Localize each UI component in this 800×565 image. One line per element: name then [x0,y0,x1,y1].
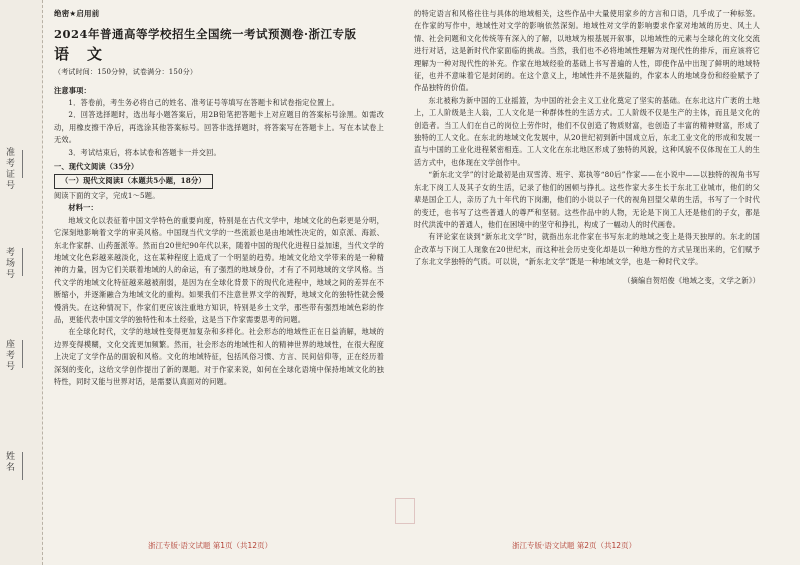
seam-label-name: 姓名 [6,452,16,473]
subsection-heading: （一）现代文阅读Ⅰ（本题共5小题，18分） [54,174,213,188]
notice-item: 2．回答选择题时，选出每小题答案后，用2B铅笔把答题卡上对应题目的答案标号涂黑。如需改动，用橡皮擦干净后，再选涂其他答案标号。回答非选择题时，将答案写在答题卡上。写在本试卷上无效。 [54,110,384,145]
subject-title: 语文 [54,44,121,63]
footer-page-1: 浙江专版·语文试题 第1页（共12页） [148,541,273,550]
right-column [414,8,760,287]
seam-blank-line [22,452,23,480]
body-paragraph: 东北被称为新中国的工业摇篮，为中国的社会主义工业化奠定了坚实的基础。在东北这片广袤的土地上，工人阶级是主人翁，工人文化是一种群体性的生活方式。工人阶级不仅是生产的主体，而且是文化的创造者。当工人们在自己的岗位上劳作时，他们不仅创造了物质财富，也创造了丰富的精神财富，形成了独特的工人文化。在东北的地域文化发展中，从20世纪初到新中国成立后，东北工业文化的形成和发展一直与中国的工业化进程紧密相连。工人文化在东北地区形成了独特的风貌，这种风貌不仅体现在工人的生活方式中，也体现在文学创作中。 [414,95,760,167]
body-paragraph: 地域文化以表征着中国文学特色的重要向度，特别是在古代文学中，地域文化的色彩更是分明，它深刻地影响着文学的审美风格。中国现当代文学的一些流派也是由地域性决定的，如京派、海派、东北作家群、山药蛋派等。然而自20世纪90年代以来，随着中国的现代化进程日益加速，当代文学的地域文化色彩越来越淡化，这在某种程度上造成了一个明显的趋势。地域文化给文学带来的是一种精神的力量，因为它们关联着地域的人的命运，有了强烈的地域身份，才有了不同地域的文学风格。当代文学的地域文化特征越来越被削弱，是因为在全球化背景下的现代化进程中，地域之间的差异在不断缩小，并逐渐融合为地域文化的重构。如果我们不注意世界文学的视野，地域文化的独特性就会慢慢消失。在这种情况下，作家们更应该注重地方知识，特别是乡土文学，那些带有强烈地域色彩的作品，更能代表中国文学的独特性和本土经验，这是当下作家需要思考的问题。 [54,215,384,324]
material-label: 材料一： [68,203,98,213]
seam-blank-line [22,248,23,276]
exam-meta: （考试时间：150分钟，试卷满分：150分） [54,68,198,77]
instruction: 阅读下面的文字，完成1～5题。 [54,190,160,200]
notice-item: 1．答卷前，考生务必将自己的姓名、准考证号等填写在答题卡和试卷指定位置上。 [68,98,340,108]
footer-page-2: 浙江专版·语文试题 第2页（共12页） [512,541,637,550]
exam-title: 2024年普通高等学校招生全国统一考试预测卷·浙江专版 [54,27,357,42]
body-paragraph: 有评论家在谈到“新东北文学”时，就指出东北作家在书写东北的地域之变上是得天独厚的。东北的国企改革与下岗工人现象在20世纪末，而这种社会历史变化却是以一种地方性的方式呈现出来的，它们赋予了东北文学独特的气质。可以说，“新东北文学”既是一种地域文学，也是一种时代文学。 [414,232,760,267]
binding-seam [0,0,43,565]
body-paragraph: “新东北文学”的讨论最初是由双雪涛、班宇、郑执等“80后”作家——在小说中——以独特的视角书写东北下岗工人及其子女的生活，记录了他们的困顿与挣扎。这些作家大多生长于东北工业城市，他们的父辈是国企工人，亲历了九十年代的下岗潮，他们的小说以子一代的视角回望父辈的生活，书写了一个时代的变迁，也书写了这些普通人的尊严和坚韧。这些作品中的人物，无论是下岗工人还是他们的子女，都是时代洪流中的普通人，他们在困境中的坚守和挣扎，构成了一幅动人的时代画卷。 [414,170,760,229]
seam-blank-line [22,340,23,368]
seam-blank-line [22,150,23,178]
seam-label-exam-id: 准考证号 [6,148,16,191]
section-heading: 一、现代文阅读（35分） [54,162,139,172]
secret-mark: 绝密★启用前 [54,9,100,18]
left-column [54,8,384,388]
seam-label-room: 考场号 [6,248,16,280]
faint-stamp-mark [395,498,415,524]
seam-label-seat: 座考号 [6,340,16,372]
source-citation: （摘编自贺绍俊《地域之变，文学之新》） [623,275,760,285]
notice-item: 3．考试结束后，将本试卷和答题卡一并交回。 [68,147,221,157]
body-paragraph: 在全球化时代，文学的地域性变得更加复杂和多样化。社会形态的地域性正在日益消解，地域的边界变得模糊，文化交流更加频繁。然而，社会形态的地域性和人的精神世界的地域性，在很大程度上决定了文学作品的面貌和风格。文化的地域特征，包括风俗习惯、方言、民间信仰等，正在经历着深刻的变化，这给文学创作提出了新的课题。对于作家来说，如何在全球化语境中保持地域文化的独特性，同时又能与世界对话，是需要认真面对的问题。 [54,327,384,386]
body-paragraph: 的特定语言和风格往往与具体的地域相关，这些作品中大量使用家乡的方言和口语，几乎成了一种标签。在作家的写作中，地域性对文学的影响依然深刻。地域性对文学的影响要求作家对地域的历史、风土人情、社会问题和文化传统等有深入的了解，以地域为根基展开叙事，以地域性的元素与全球化的文化交流进行对话，这是新时代作家面临的挑战。当然，我们也不必将地域性理解为对现代性的排斥，而应该将它理解为一种对现代性的补充。作家在地域经验的基础上书写普遍的人性，即使作品中出现了鲜明的地域特征，也并不意味着它是封闭的。在这个意义上，地域性并不是狭隘的，作家本人的地域身份和经验赋予了作品独特的价值。 [414,9,760,93]
notice-heading: 注意事项： [54,85,91,95]
